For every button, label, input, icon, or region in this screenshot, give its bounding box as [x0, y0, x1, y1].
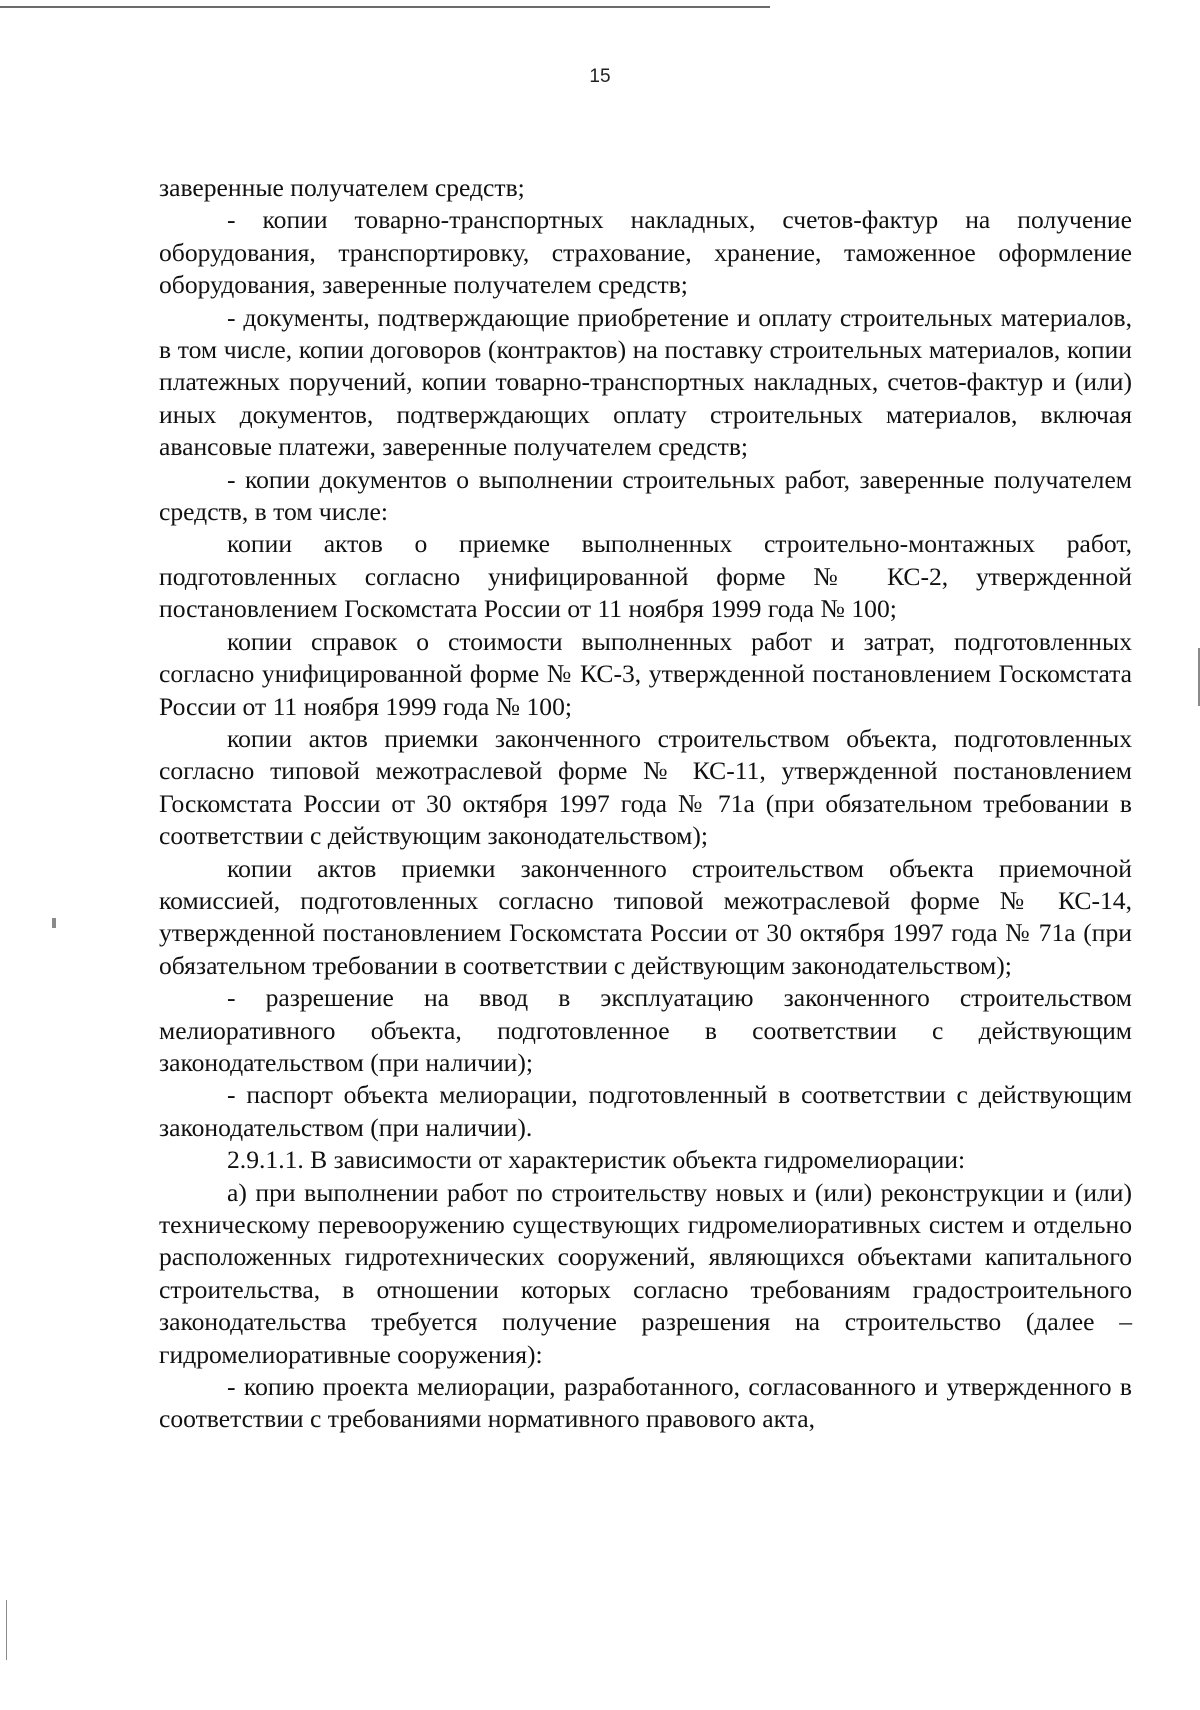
scan-speck [52, 918, 56, 928]
paragraph: - паспорт объекта мелиорации, подготовленный в соответствии с действующим законодательством (при наличии). [159, 1080, 1132, 1142]
paragraph: заверенные получателем средств; [159, 173, 525, 202]
paragraph: - копию проекта мелиорации, разработанного, согласованного и утвержденного в соответствии с требованиями нормативного правового акта, [159, 1372, 1132, 1434]
scan-speck [6, 1600, 7, 1660]
page-number: 15 [589, 66, 611, 87]
paragraph: - разрешение на ввод в эксплуатацию законченного строительством мелиоративного объекта, подготовленное в соответствии с действующим законодательством (при наличии); [159, 983, 1132, 1077]
paragraph: копии актов приемки законченного строительством объекта, подготовленных согласно типовой межотраслевой форме № КС-11, утвержденной постановлением Госкомстата России от 30 октября 1997 года № 71а (при обязательном требовании в соответствии с действующим законодательством); [159, 723, 1132, 851]
paragraph: а) при выполнении работ по строительству новых и (или) реконструкции и (или) техническому перевооружению существующих гидромелиоративных систем и отдельно расположенных гидротехнических сооружений, являющихся объектами капитального строительства, в отношении которых согласно требованиям градостроительного законодательства требуется получение разрешения на строительство (далее – гидромелиоративные сооружения): [159, 1177, 1132, 1369]
scan-edge-line [0, 6, 770, 8]
document-text-body [159, 172, 1132, 1436]
paragraph: - документы, подтверждающие приобретение и оплату строительных материалов, в том числе, копии договоров (контрактов) на поставку строительных материалов, копии платежных поручений, копии товарно-транспортных накладных, счетов-фактур и (или) иных документов, подтверждающих оплату строительных материалов, включая авансовые платежи, заверенные получателем средств; [159, 302, 1132, 462]
paragraph: - копии документов о выполнении строительных работ, заверенные получателем средств, в том числе: [159, 464, 1132, 527]
paragraph: - копии товарно-транспортных накладных, счетов-фактур на получение оборудования, транспортировку, страхование, хранение, таможенное оформление оборудования, заверенные получателем средств; [159, 205, 1132, 300]
paragraph: копии актов приемки законченного строительством объекта приемочной комиссией, подготовленных согласно типовой межотраслевой форме № КС-14, утвержденной постановлением Госкомстата России от 30 октября 1997 года № 71а (при обязательном требовании в соответствии с действующим законодательством); [159, 853, 1132, 980]
paragraph: копии актов о приемке выполненных строительно-монтажных работ, подготовленных согласно унифицированной форме № КС-2, утвержденной постановлением Госкомстата России от 11 ноября 1999 года № 100; [159, 529, 1132, 624]
paragraph: 2.9.1.1. В зависимости от характеристик объекта гидромелиорации: [227, 1145, 966, 1175]
paragraph: копии справок о стоимости выполненных работ и затрат, подготовленных согласно унифицированной форме № КС-3, утвержденной постановлением Госкомстата России от 11 ноября 1999 года № 100; [159, 626, 1132, 721]
